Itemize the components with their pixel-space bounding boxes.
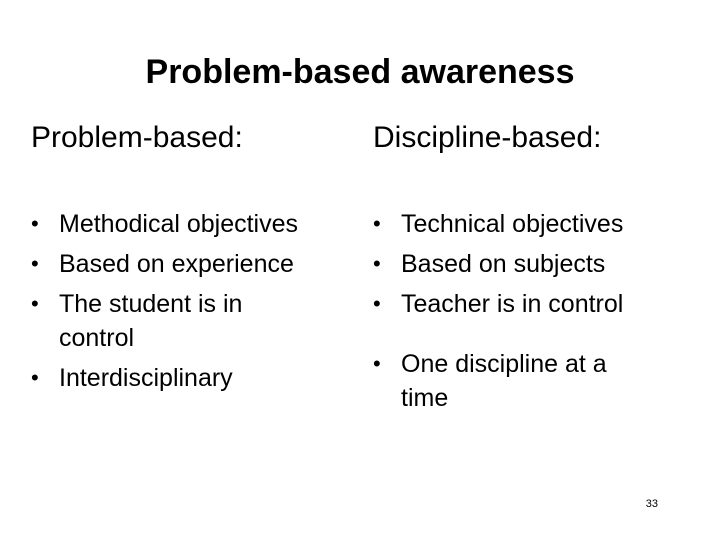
bullet-text: Based on experience [59,250,294,278]
list-item [373,247,693,281]
bullet-icon: • [373,291,381,316]
bullet-text: Based on subjects [401,250,606,278]
bullet-text: The student is in control [59,290,243,352]
bullet-icon: • [31,291,39,316]
list-item [31,207,351,241]
bullet-icon: • [373,251,381,276]
problem-based-heading: Problem-based: [31,121,243,154]
bullet-icon: • [31,211,39,236]
bullet-icon: • [373,211,381,236]
problem-based-list [31,207,351,401]
list-item [31,247,351,281]
bullet-icon: • [31,251,39,276]
list-item [373,287,693,321]
bullet-text: Interdisciplinary [59,364,233,392]
bullet-icon: • [373,351,381,376]
page-number: 33 [645,498,658,510]
bullet-text: Technical objectives [401,210,624,238]
list-item [31,287,299,355]
discipline-based-heading: Discipline-based: [373,121,602,154]
bullet-text: Teacher is in control [401,290,624,318]
list-item [373,347,651,415]
slide-title: Problem-based awareness [145,53,575,91]
bullet-text: One discipline at a time [401,350,607,412]
list-item [373,207,693,241]
discipline-based-list [373,207,693,421]
bullet-icon: • [31,365,39,390]
bullet-text: Methodical objectives [59,210,299,238]
list-item [31,361,351,395]
